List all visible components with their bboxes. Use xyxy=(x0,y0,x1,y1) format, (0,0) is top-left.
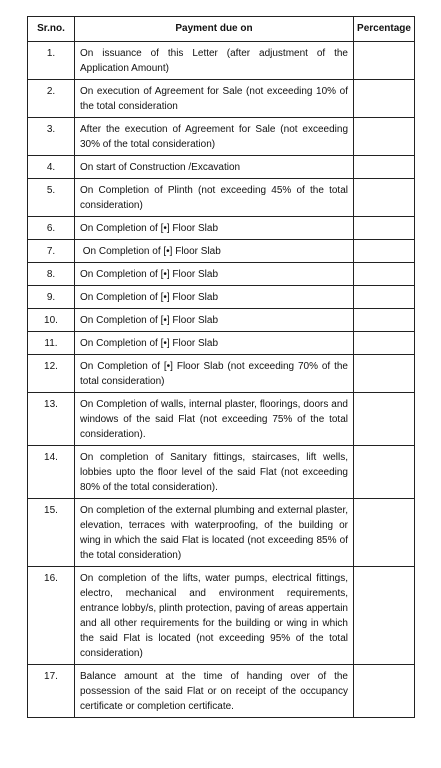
row-payment-text: On completion of the external plumbing and external plaster, elevation, terraces with waterproofing, of the building or wing in which the said Flat is located (not exceeding 85% of the total consideration) xyxy=(75,499,354,567)
row-payment-text: On Completion of [•] Floor Slab (not exceeding 70% of the total consideration) xyxy=(75,355,354,393)
row-percentage xyxy=(354,118,415,156)
row-payment-text: On completion of the lifts, water pumps, electrical fittings, electro, mechanical and environment requirements, entrance lobby/s, plinth protection, paving of areas appertain and all other requirements for the building or wing in which the said Flat is located (not exceeding 95% of the total consideration) xyxy=(75,567,354,665)
row-percentage xyxy=(354,499,415,567)
table-row xyxy=(28,286,415,309)
table-row xyxy=(28,393,415,446)
table-row xyxy=(28,665,415,718)
row-percentage xyxy=(354,286,415,309)
table-body xyxy=(28,42,415,718)
table-header-row xyxy=(28,17,415,42)
header-sr-no: Sr.no. xyxy=(28,17,75,42)
row-sr-no: 2. xyxy=(28,80,75,118)
row-sr-no: 10. xyxy=(28,309,75,332)
table-row xyxy=(28,240,415,263)
row-payment-text: On issuance of this Letter (after adjustment of the Application Amount) xyxy=(75,42,354,80)
row-percentage xyxy=(354,240,415,263)
row-percentage xyxy=(354,80,415,118)
table-row xyxy=(28,355,415,393)
table-row xyxy=(28,42,415,80)
row-percentage xyxy=(354,355,415,393)
row-sr-no: 8. xyxy=(28,263,75,286)
payment-schedule-table xyxy=(27,16,415,718)
row-payment-text: On start of Construction /Excavation xyxy=(75,156,354,179)
row-percentage xyxy=(354,156,415,179)
table-row xyxy=(28,263,415,286)
row-percentage xyxy=(354,42,415,80)
row-payment-text: On Completion of [•] Floor Slab xyxy=(75,217,354,240)
row-percentage xyxy=(354,393,415,446)
row-percentage xyxy=(354,309,415,332)
row-percentage xyxy=(354,665,415,718)
row-sr-no: 12. xyxy=(28,355,75,393)
row-payment-text: On Completion of [•] Floor Slab xyxy=(75,309,354,332)
row-sr-no: 1. xyxy=(28,42,75,80)
row-sr-no: 9. xyxy=(28,286,75,309)
row-sr-no: 3. xyxy=(28,118,75,156)
row-payment-text: On Completion of [•] Floor Slab xyxy=(75,332,354,355)
row-percentage xyxy=(354,217,415,240)
row-payment-text: On Completion of Plinth (not exceeding 45% of the total consideration) xyxy=(75,179,354,217)
row-payment-text: On completion of Sanitary fittings, staircases, lift wells, lobbies upto the floor level of the said Flat (not exceeding 80% of the total consideration). xyxy=(75,446,354,499)
row-sr-no: 7. xyxy=(28,240,75,263)
table-row xyxy=(28,179,415,217)
row-percentage xyxy=(354,332,415,355)
row-percentage xyxy=(354,263,415,286)
row-percentage xyxy=(354,567,415,665)
row-sr-no: 14. xyxy=(28,446,75,499)
row-payment-text: On Completion of [•] Floor Slab xyxy=(75,286,354,309)
row-payment-text: After the execution of Agreement for Sale (not exceeding 30% of the total consideration) xyxy=(75,118,354,156)
table-row xyxy=(28,567,415,665)
row-sr-no: 15. xyxy=(28,499,75,567)
table-row xyxy=(28,156,415,179)
row-payment-text: Balance amount at the time of handing over of the possession of the said Flat or on receipt of the occupancy certificate or completion certificate. xyxy=(75,665,354,718)
table-row xyxy=(28,499,415,567)
table-row xyxy=(28,80,415,118)
table-row xyxy=(28,118,415,156)
row-percentage xyxy=(354,446,415,499)
row-percentage xyxy=(354,179,415,217)
row-payment-text: On execution of Agreement for Sale (not exceeding 10% of the total consideration xyxy=(75,80,354,118)
row-sr-no: 16. xyxy=(28,567,75,665)
row-sr-no: 5. xyxy=(28,179,75,217)
row-sr-no: 6. xyxy=(28,217,75,240)
header-payment-due-on: Payment due on xyxy=(75,17,354,42)
row-sr-no: 4. xyxy=(28,156,75,179)
table-row xyxy=(28,217,415,240)
row-sr-no: 11. xyxy=(28,332,75,355)
row-payment-text: On Completion of [•] Floor Slab xyxy=(75,240,354,263)
row-payment-text: On Completion of [•] Floor Slab xyxy=(75,263,354,286)
row-payment-text: On Completion of walls, internal plaster, floorings, doors and windows of the said Flat (not exceeding 75% of the total consideration). xyxy=(75,393,354,446)
header-percentage: Percentage xyxy=(354,17,415,42)
table-row xyxy=(28,446,415,499)
table-row xyxy=(28,309,415,332)
row-sr-no: 17. xyxy=(28,665,75,718)
row-sr-no: 13. xyxy=(28,393,75,446)
table-row xyxy=(28,332,415,355)
